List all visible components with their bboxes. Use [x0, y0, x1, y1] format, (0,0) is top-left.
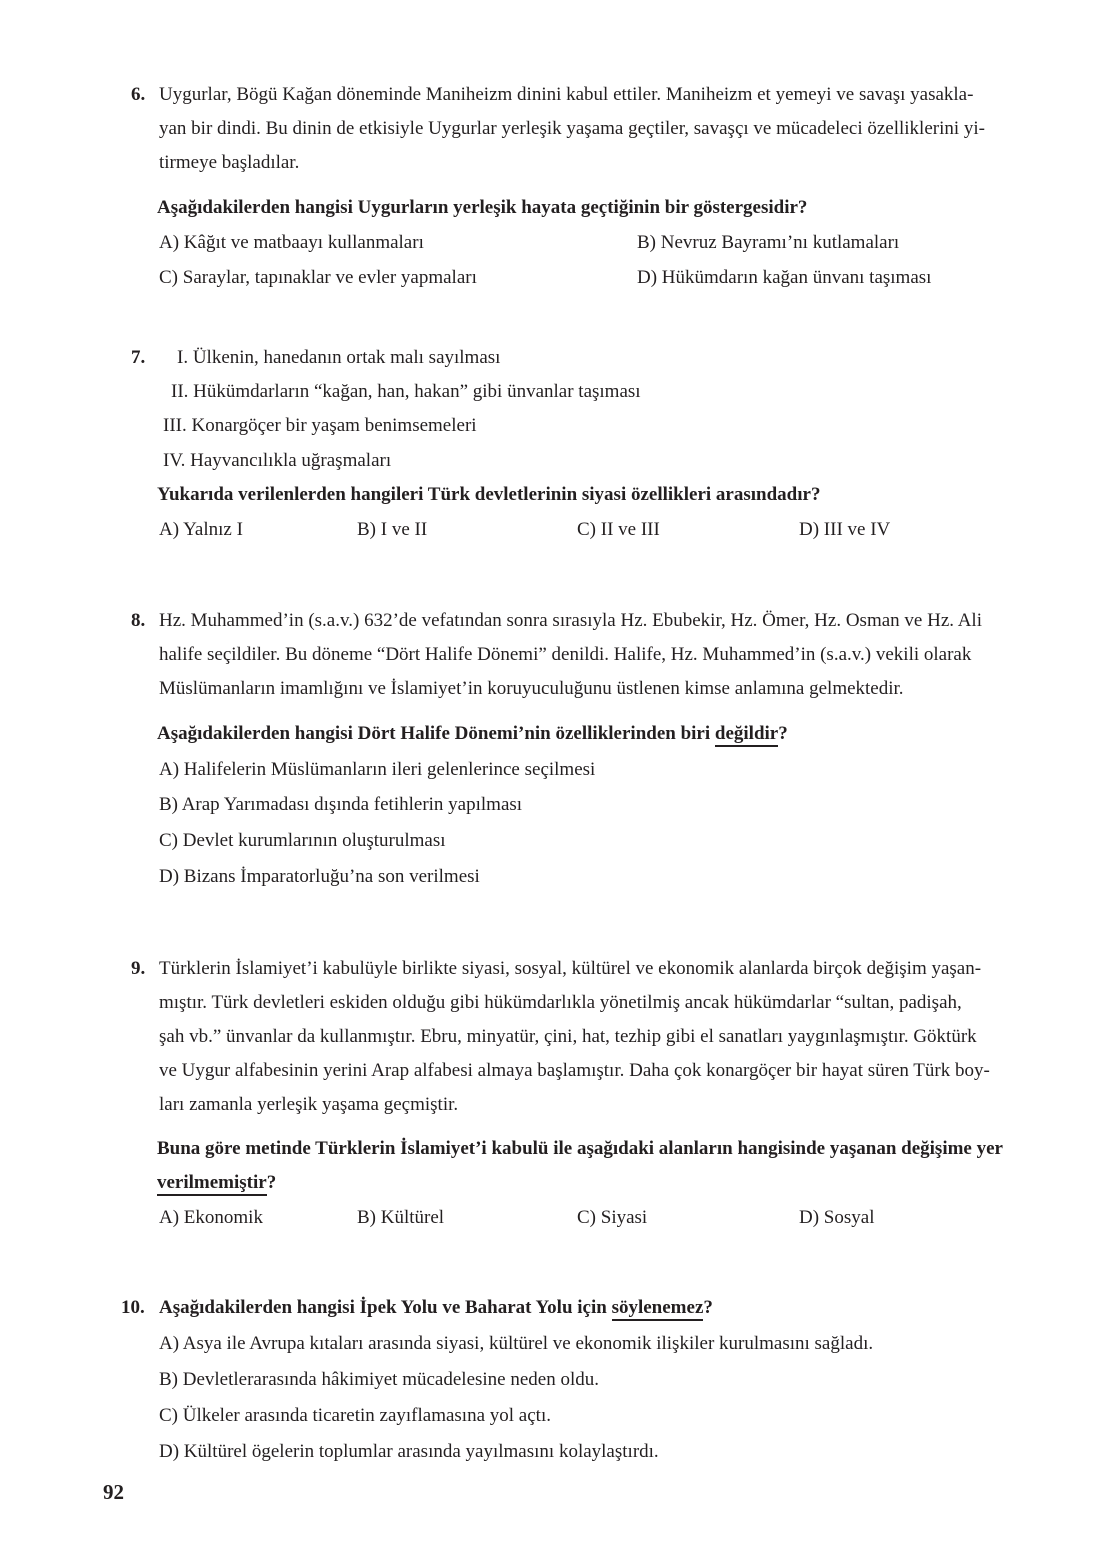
option-d[interactable]: D) Kültürel ögelerin toplumlar arasında yayılmasını kolaylaştırdı. [159, 1441, 659, 1462]
question-text-line: halife seçildiler. Bu döneme “Dört Halife Dönemi” denildi. Halife, Hz. Muhammed’in (s.a.v.) vekili olarak [159, 644, 972, 665]
question-text-line: mıştır. Türk devletleri eskiden olduğu gibi hükümdarlıkla yönetilmiş ancak hükümdarlar “sultan, padişah, [159, 992, 962, 1013]
option-c[interactable]: C) II ve III [577, 519, 660, 540]
question-prompt: Yukarıda verilenlerden hangileri Türk devletlerinin siyasi özellikleri arasındadır? [157, 484, 821, 505]
option-a[interactable]: A) Kâğıt ve matbaayı kullanmaları [159, 232, 424, 253]
question-number: 9. [131, 958, 146, 979]
option-d[interactable]: D) Bizans İmparatorluğu’na son verilmesi [159, 866, 480, 887]
option-a[interactable]: A) Asya ile Avrupa kıtaları arasında siyasi, kültürel ve ekonomik ilişkiler kurulmasını sağladı. [159, 1333, 874, 1354]
roman-item-2: II. Hükümdarların “kağan, han, hakan” gibi ünvanlar taşıması [171, 381, 641, 402]
option-b[interactable]: B) Nevruz Bayramı’nı kutlamaları [637, 232, 900, 253]
option-d[interactable]: D) Sosyal [799, 1207, 875, 1228]
option-a[interactable]: A) Yalnız I [159, 519, 243, 540]
question-prompt: Buna göre metinde Türklerin İslamiyet’i kabulü ile aşağıdaki alanların hangisinde yaşanan değişime yer [157, 1138, 1003, 1159]
option-b[interactable]: B) Devletlerarasında hâkimiyet mücadelesine neden oldu. [159, 1369, 600, 1390]
question-text-line: Uygurlar, Bögü Kağan döneminde Maniheizm dinini kabul ettiler. Maniheizm et yemeyi ve savaşı yasakla- [159, 84, 974, 105]
option-c[interactable]: C) Ülkeler arasında ticaretin zayıflamasına yol açtı. [159, 1405, 551, 1426]
question-text-line: şah vb.” ünvanlar da kullanmıştır. Ebru, minyatür, çini, hat, tezhip gibi el sanatları yaygınlaşmıştır. Göktürk [159, 1026, 977, 1047]
question-text-line: Türklerin İslamiyet’i kabulüyle birlikte siyasi, sosyal, kültürel ve ekonomik alanlarda birçok değişim yaşan- [159, 958, 982, 979]
question-number: 7. [131, 347, 146, 368]
option-a[interactable]: A) Halifelerin Müslümanların ileri gelenlerince seçilmesi [159, 759, 596, 780]
question-text-line: ları zamanla yerleşik yaşama geçmiştir. [159, 1094, 459, 1115]
option-b[interactable]: B) Kültürel [357, 1207, 445, 1228]
question-number: 10. [121, 1297, 145, 1318]
page-number: 92 [103, 1480, 124, 1504]
option-c[interactable]: C) Siyasi [577, 1207, 648, 1228]
question-prompt [159, 1297, 713, 1319]
question-number: 6. [131, 84, 146, 105]
question-number: 8. [131, 610, 146, 631]
option-c[interactable]: C) Devlet kurumlarının oluşturulması [159, 830, 446, 851]
prompt-emphasis: değildir [715, 723, 778, 747]
question-text-line: Hz. Muhammed’in (s.a.v.) 632’de vefatından sonra sırasıyla Hz. Ebubekir, Hz. Ömer, Hz. Osman ve Hz. Ali [159, 610, 982, 631]
prompt-text: Aşağıdakilerden hangisi Dört Halife Dönemi’nin özelliklerinden biri [157, 723, 715, 744]
option-b[interactable]: B) I ve II [357, 519, 428, 540]
prompt-end: ? [266, 1172, 277, 1193]
prompt-text: Aşağıdakilerden hangisi İpek Yolu ve Baharat Yolu için [159, 1297, 612, 1318]
option-a[interactable]: A) Ekonomik [159, 1207, 263, 1228]
question-text-line: yan bir dindi. Bu dinin de etkisiyle Uygurlar yerleşik yaşama geçtiler, savaşçı ve mücadeleci özelliklerini yi- [159, 118, 985, 139]
roman-item-1: I. Ülkenin, hanedanın ortak malı sayılması [177, 347, 501, 368]
option-d[interactable]: D) III ve IV [799, 519, 891, 540]
prompt-end: ? [778, 723, 788, 744]
prompt-end: ? [703, 1297, 713, 1318]
prompt-emphasis: verilmemiştir [157, 1172, 267, 1196]
roman-item-3: III. Konargöçer bir yaşam benimsemeleri [163, 415, 477, 436]
option-d[interactable]: D) Hükümdarın kağan ünvanı taşıması [637, 267, 932, 288]
option-b[interactable]: B) Arap Yarımadası dışında fetihlerin yapılması [159, 794, 523, 815]
roman-item-4: IV. Hayvancılıkla uğraşmaları [163, 450, 392, 471]
question-prompt [157, 723, 788, 745]
question-text-line: tirmeye başladılar. [159, 152, 300, 173]
question-prompt-cont [157, 1172, 276, 1194]
option-c[interactable]: C) Saraylar, tapınaklar ve evler yapmaları [159, 267, 477, 288]
question-text-line: Müslümanların imamlığını ve İslamiyet’in koruyuculuğunu üstlenen kimse anlamına gelmektedir. [159, 678, 904, 699]
question-prompt: Aşağıdakilerden hangisi Uygurların yerleşik hayata geçtiğinin bir göstergesidir? [157, 197, 808, 218]
prompt-emphasis: söylenemez [612, 1297, 704, 1321]
question-text-line: ve Uygur alfabesinin yerini Arap alfabesi almaya başlamıştır. Daha çok konargöçer bir hayat süren Türk boy- [159, 1060, 990, 1081]
